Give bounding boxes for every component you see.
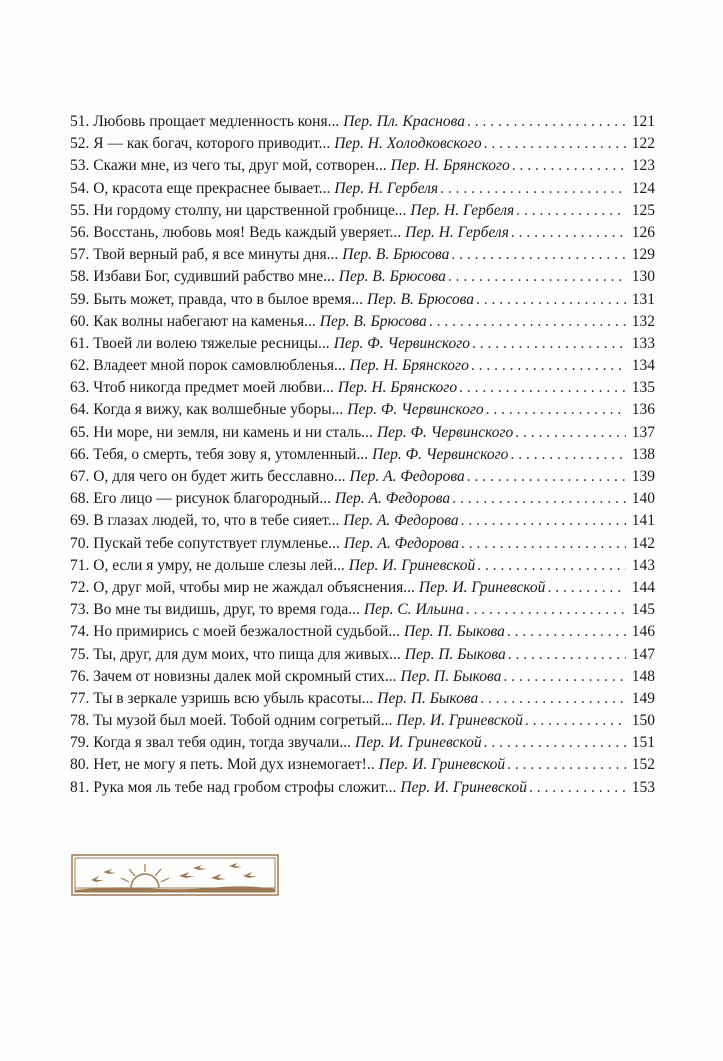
toc-entry-page: 149 [631, 689, 655, 707]
dot-leader [477, 555, 626, 577]
toc-entry-page: 126 [631, 223, 655, 241]
toc-entry-number: 66. [70, 445, 90, 463]
toc-entry [70, 355, 655, 377]
toc-entry-number: 79. [70, 734, 90, 752]
toc-entry-text: Ты в зеркале узришь всю убыль красоты... [93, 689, 374, 707]
toc-entry-title [70, 555, 345, 577]
toc-entry [70, 710, 655, 732]
toc-entry [70, 222, 655, 244]
toc-entry-page: 145 [631, 601, 655, 619]
toc-entry-translator: Пер. И. Гриневской [400, 778, 527, 796]
toc-entry [70, 444, 655, 466]
toc-entry-number: 62. [70, 357, 90, 375]
toc-entry-text: О, для чего он будет жить бесславно... [93, 468, 346, 485]
toc-entry [70, 732, 655, 754]
toc-entry [70, 688, 655, 710]
toc-entry [70, 510, 655, 532]
toc-entry [70, 488, 655, 510]
toc-entry-text: Любовь прощает медленность коня... [93, 113, 340, 130]
toc-entry [70, 555, 655, 577]
toc-entry [70, 399, 655, 421]
toc-entry-page: 152 [631, 756, 655, 774]
toc-entry-number: 54. [70, 179, 90, 197]
toc-entry-translator: Пер. Пл. Краснова [343, 113, 465, 130]
toc-entry-page: 150 [631, 712, 655, 730]
toc-entry-page: 146 [631, 623, 655, 641]
toc-entry-number: 76. [70, 667, 90, 685]
toc-entry-translator: Пер. И. Гриневской [378, 756, 506, 774]
toc-entry-page: 136 [631, 401, 655, 419]
dot-leader [471, 355, 626, 377]
dot-leader [476, 289, 626, 311]
toc-entry-number: 65. [70, 423, 90, 441]
toc-entry [70, 599, 655, 621]
toc-entry-title [70, 777, 396, 799]
toc-entry-page: 147 [631, 645, 655, 663]
dot-leader [525, 710, 626, 732]
toc-entry-page: 143 [631, 556, 655, 574]
toc-entry-number: 59. [70, 290, 90, 308]
toc-entry-number: 53. [70, 157, 90, 175]
toc-entry-title [70, 399, 343, 421]
dot-leader [484, 732, 626, 754]
toc-entry-page: 129 [631, 246, 655, 264]
toc-entry-page: 134 [631, 357, 655, 375]
toc-entry-title [70, 200, 406, 222]
table-of-contents [70, 111, 655, 799]
toc-entry-translator: Пер. С. Ильина [363, 601, 464, 619]
toc-entry-number: 68. [70, 490, 90, 508]
toc-entry-title [70, 599, 360, 621]
toc-entry-text: Нет, не могу я петь. Мой дух изнемогает!.. [93, 756, 375, 774]
toc-entry-text: Ни гордому столпу, ни царственной гробнице... [93, 201, 407, 219]
toc-entry-title [70, 333, 330, 355]
toc-entry-number: 56. [70, 223, 90, 241]
toc-entry-page: 144 [631, 578, 655, 596]
toc-entry-translator: Пер. Ф. Червинского [376, 423, 514, 441]
toc-entry-number: 74. [70, 623, 90, 641]
dot-leader [486, 399, 626, 421]
toc-entry-number: 80. [70, 756, 90, 774]
toc-entry-translator: Пер. В. Брюсова [338, 268, 446, 286]
toc-entry-text: Твоей ли волею тяжелые ресницы... [93, 334, 330, 352]
toc-entry-translator: Пер. И. Гриневской [348, 556, 476, 574]
toc-entry-text: Пускай тебе сопутствует глумленье... [93, 534, 340, 552]
toc-entry-number: 51. [70, 113, 90, 130]
toc-entry-page: 135 [631, 379, 655, 397]
toc-entry [70, 754, 655, 776]
toc-entry [70, 377, 655, 399]
toc-entry-translator: Пер. Н. Гербеля [405, 223, 509, 241]
dot-leader [459, 377, 626, 399]
toc-entry-page: 141 [631, 512, 655, 530]
toc-entry-page: 125 [631, 201, 655, 219]
toc-entry-number: 58. [70, 268, 90, 286]
toc-entry-number: 57. [70, 246, 90, 264]
toc-entry-translator: Пер. Ф. Червинского [333, 334, 471, 352]
toc-entry-text: Но примирись с моей безжалостной судьбой... [93, 623, 400, 641]
toc-entry-page: 131 [631, 290, 655, 308]
dot-leader [547, 577, 626, 599]
toc-entry-title [70, 422, 373, 444]
toc-entry-number: 64. [70, 401, 90, 419]
dot-leader [472, 333, 626, 355]
toc-entry-number: 55. [70, 201, 90, 219]
toc-entry-text: Когда я вижу, как волшебные уборы... [93, 401, 344, 419]
toc-entry-page: 151 [631, 734, 655, 752]
dot-leader [516, 200, 626, 222]
toc-entry-number: 69. [70, 512, 90, 530]
toc-entry-title [70, 311, 316, 333]
toc-entry-title [70, 510, 339, 532]
toc-entry-text: О, если я умру, не дольше слезы лей... [93, 556, 345, 574]
dot-leader [480, 688, 626, 710]
toc-entry [70, 244, 655, 266]
toc-entry [70, 200, 655, 222]
toc-entry-page: 124 [631, 179, 655, 197]
toc-entry-number: 60. [70, 312, 90, 330]
toc-entry-translator: Пер. П. Быкова [403, 623, 505, 641]
dot-leader [466, 599, 626, 621]
toc-entry-title [70, 155, 387, 177]
toc-entry-number: 70. [70, 534, 90, 552]
toc-entry-number: 72. [70, 578, 90, 596]
toc-entry [70, 266, 655, 288]
toc-entry-translator: Пер. Н. Брянского [337, 379, 458, 397]
toc-entry-text: Тебя, о смерть, тебя зову я, утомленный... [93, 445, 369, 463]
toc-entry-text: Во мне ты видишь, друг, то время года... [93, 601, 360, 619]
toc-entry-title [70, 488, 331, 510]
toc-entry-title [70, 222, 401, 244]
toc-entry-number: 81. [70, 778, 90, 796]
toc-entry-page: 123 [631, 157, 655, 175]
toc-entry-text: Чтоб никогда предмет моей любви... [93, 379, 334, 397]
toc-entry-title [70, 754, 375, 776]
toc-entry-title [70, 577, 415, 599]
toc-entry-page: 137 [631, 423, 655, 441]
toc-entry-text: Быть может, правда, что в былое время... [93, 290, 363, 308]
dot-leader [467, 466, 626, 488]
dot-leader [507, 754, 626, 776]
toc-entry-text: Рука моя ль тебе над гробом строфы сложит... [93, 778, 397, 796]
sunrise-birds-icon [71, 854, 279, 896]
toc-entry-page: 148 [631, 667, 655, 685]
dot-leader [451, 244, 626, 266]
toc-entry-text: Восстань, любовь моя! Ведь каждый уверяет... [93, 223, 402, 241]
toc-entry-translator: Пер. Ф. Червинского [372, 445, 509, 463]
toc-entry-text: Я — как богач, которого приводит... [93, 135, 331, 153]
toc-entry-translator: Пер. В. Брюсова [342, 246, 450, 264]
toc-entry-title [70, 178, 330, 200]
toc-entry-text: Ни море, ни земля, ни камень и ни сталь... [93, 423, 373, 441]
toc-entry-number: 73. [70, 601, 90, 619]
toc-entry-title [70, 688, 373, 710]
toc-entry-text: Его лицо — рисунок благородный... [93, 490, 331, 508]
toc-entry-translator: Пер. Н. Холодковского [334, 135, 482, 153]
toc-entry [70, 466, 655, 488]
toc-entry-title [70, 710, 392, 732]
toc-entry-page: 140 [631, 490, 655, 508]
toc-entry-title [70, 133, 330, 155]
toc-entry-translator: Пер. В. Брюсова [367, 290, 475, 308]
toc-entry [70, 178, 655, 200]
dot-leader [508, 644, 626, 666]
toc-entry-number: 52. [70, 135, 90, 153]
toc-entry-page: 122 [631, 135, 655, 153]
toc-entry [70, 289, 655, 311]
toc-entry [70, 155, 655, 177]
toc-entry [70, 621, 655, 643]
dot-leader [510, 444, 626, 466]
toc-entry [70, 333, 655, 355]
dot-leader [512, 155, 626, 177]
toc-entry-translator: Пер. И. Гриневской [396, 712, 523, 730]
toc-entry-page: 153 [631, 778, 655, 796]
toc-entry-translator: Пер. А. Федорова [343, 512, 459, 530]
toc-entry-text: Ты, друг, для дум моих, что пища для живых... [93, 645, 401, 663]
toc-entry [70, 111, 655, 133]
toc-entry-page: 132 [631, 312, 655, 330]
toc-entry-text: Скажи мне, из чего ты, друг мой, сотворен... [93, 157, 387, 175]
toc-entry-translator: Пер. П. Быкова [400, 667, 502, 685]
dot-leader [448, 266, 626, 288]
toc-entry-title [70, 266, 335, 288]
toc-entry-page: 142 [631, 534, 655, 552]
toc-entry-page: 133 [631, 334, 655, 352]
toc-entry-title [70, 355, 346, 377]
toc-entry [70, 777, 655, 799]
toc-entry [70, 533, 655, 555]
dot-leader [511, 222, 626, 244]
toc-entry-title [70, 533, 340, 555]
toc-entry-title [70, 732, 351, 754]
toc-entry-translator: Пер. И. Гриневской [418, 578, 546, 596]
toc-entry-translator: Пер. Н. Гербеля [334, 179, 439, 197]
toc-entry-text: Твой верный раб, я все минуты дня... [93, 246, 339, 264]
toc-entry-title [70, 444, 368, 466]
toc-entry [70, 644, 655, 666]
toc-entry-text: О, красота еще прекраснее бывает... [93, 179, 331, 197]
toc-entry [70, 422, 655, 444]
toc-entry-page: 138 [631, 445, 655, 463]
toc-entry-page: 139 [631, 468, 655, 485]
dot-leader [515, 422, 626, 444]
toc-entry-text: В глазах людей, то, что в тебе сияет... [93, 512, 340, 530]
dot-leader [461, 533, 626, 555]
toc-entry-text: Как волны набегают на каменья... [93, 312, 316, 330]
toc-entry-text: Избави Бог, судивший рабство мне... [93, 268, 335, 286]
toc-entry-translator: Пер. Н. Брянского [390, 157, 510, 175]
dot-leader [503, 666, 626, 688]
toc-entry-title [70, 111, 339, 133]
dot-leader [529, 777, 626, 799]
toc-entry-translator: Пер. Н. Гербеля [410, 201, 515, 219]
toc-entry-text: Владеет мной порок самовлюбленья... [93, 357, 346, 375]
toc-entry-number: 61. [70, 334, 90, 352]
toc-entry-title [70, 466, 346, 488]
toc-entry-title [70, 289, 363, 311]
toc-entry [70, 577, 655, 599]
dot-leader [484, 133, 626, 155]
toc-entry-number: 71. [70, 556, 90, 574]
toc-entry-text: Когда я звал тебя один, тогда звучали... [93, 734, 352, 752]
toc-entry-number: 75. [70, 645, 90, 663]
toc-entry-translator: Пер. П. Быкова [404, 645, 506, 663]
toc-entry-number: 63. [70, 379, 90, 397]
toc-entry-title [70, 621, 400, 643]
toc-entry-translator: Пер. И. Гриневской [355, 734, 482, 752]
toc-entry-number: 77. [70, 689, 90, 707]
toc-entry-text: Зачем от новизны далек мой скромный стих... [93, 667, 397, 685]
toc-entry [70, 666, 655, 688]
toc-entry [70, 133, 655, 155]
toc-entry-title [70, 244, 338, 266]
toc-entry-translator: Пер. Н. Брянского [349, 357, 469, 375]
dot-leader [467, 111, 626, 133]
toc-entry-title [70, 377, 334, 399]
toc-entry-translator: Пер. А. Федорова [343, 534, 460, 552]
dot-leader [461, 510, 626, 532]
toc-entry-translator: Пер. А. Федорова [334, 490, 451, 508]
toc-entry-number: 67. [70, 468, 90, 485]
toc-entry-page: 121 [631, 113, 655, 130]
dot-leader [429, 311, 626, 333]
toc-entry [70, 311, 655, 333]
toc-entry-text: Ты музой был моей. Тобой одним согретый... [93, 712, 393, 730]
toc-entry-translator: Пер. В. Брюсова [319, 312, 427, 330]
dot-leader [440, 178, 626, 200]
dot-leader [452, 488, 626, 510]
toc-entry-page: 130 [631, 268, 655, 286]
toc-entry-translator: Пер. А. Федорова [349, 468, 465, 485]
toc-entry-text: О, друг мой, чтобы мир не жаждал объяснения... [93, 578, 415, 596]
toc-entry-title [70, 644, 401, 666]
toc-entry-number: 78. [70, 712, 90, 730]
toc-entry-translator: Пер. Ф. Червинского [347, 401, 484, 419]
toc-entry-translator: Пер. П. Быкова [377, 689, 479, 707]
dot-leader [507, 621, 626, 643]
toc-entry-title [70, 666, 396, 688]
